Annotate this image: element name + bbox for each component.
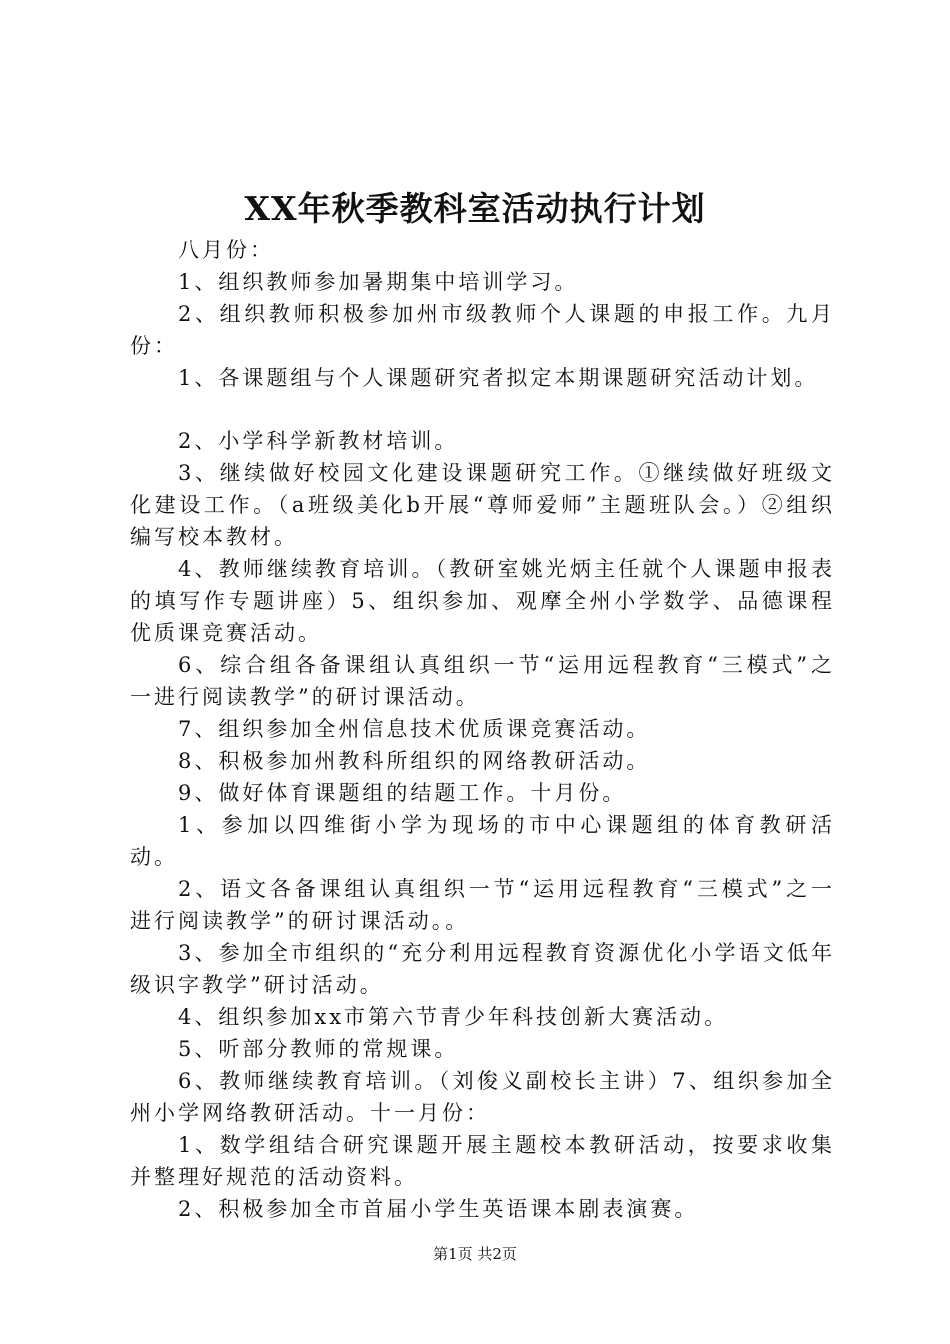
paragraph-august-heading: 八月份： — [178, 238, 274, 262]
paragraph-item: 1、参加以四维街小学为现场的市中心课题组的体育教研活动。 — [130, 813, 835, 869]
paragraph-item: 4、组织参加xx市第六节青少年科技创新大赛活动。 — [178, 1005, 729, 1029]
paragraph-item: 4、教师继续教育培训。（教研室姚光炳主任就个人课题申报表的填写作专题讲座）5、组织参加、观摩全州小学数学、品德课程优质课竞赛活动。 — [130, 557, 835, 645]
document-body — [130, 234, 835, 1225]
document-title: XX年秋季教科室活动执行计划 — [244, 189, 706, 228]
paragraph-item: 5、听部分教师的常规课。 — [178, 1037, 459, 1061]
paragraph-item: 1、数学组结合研究课题开展主题校本教研活动，按要求收集并整理好规范的活动资料。 — [130, 1133, 835, 1189]
paragraph-item: 2、语文各备课组认真组织一节“运用远程教育“三模式”之一进行阅读教学”的研讨课活动。。 — [130, 877, 835, 933]
paragraph-item: 8、积极参加州教科所组织的网络教研活动。 — [178, 749, 651, 773]
paragraph-item: 3、继续做好校园文化建设课题研究工作。①继续做好班级文化建设工作。（a班级美化b开展“尊师爱师”主题班队会。）②组织编写校本教材。 — [130, 461, 835, 549]
paragraph-item: 2、小学科学新教材培训。 — [178, 429, 459, 453]
paragraph-item: 2、积极参加全市首届小学生英语课本剧表演赛。 — [178, 1197, 699, 1221]
paragraph-item: 6、综合组各备课组认真组织一节“运用远程教育“三模式”之一进行阅读教学”的研讨课活动。 — [130, 653, 835, 709]
paragraph-item: 3、参加全市组织的“充分利用远程教育资源优化小学语文低年级识字教学”研讨活动。 — [130, 941, 835, 997]
paragraph-gap — [130, 394, 835, 425]
paragraph-item: 6、教师继续教育培训。（刘俊义副校长主讲）7、组织参加全州小学网络教研活动。十一月份： — [130, 1069, 835, 1125]
paragraph-item: 1、组织教师参加暑期集中培训学习。 — [178, 270, 579, 294]
paragraph-item: 7、组织参加全州信息技术优质课竞赛活动。 — [178, 717, 651, 741]
paragraph-item: 9、做好体育课题组的结题工作。十月份。 — [178, 781, 627, 805]
paragraph-item: 2、组织教师积极参加州市级教师个人课题的申报工作。九月份： — [130, 302, 835, 358]
page-footer: 第1页 共2页 — [433, 1245, 517, 1263]
paragraph-item: 1、各课题组与个人课题研究者拟定本期课题研究活动计划。 — [178, 366, 819, 390]
